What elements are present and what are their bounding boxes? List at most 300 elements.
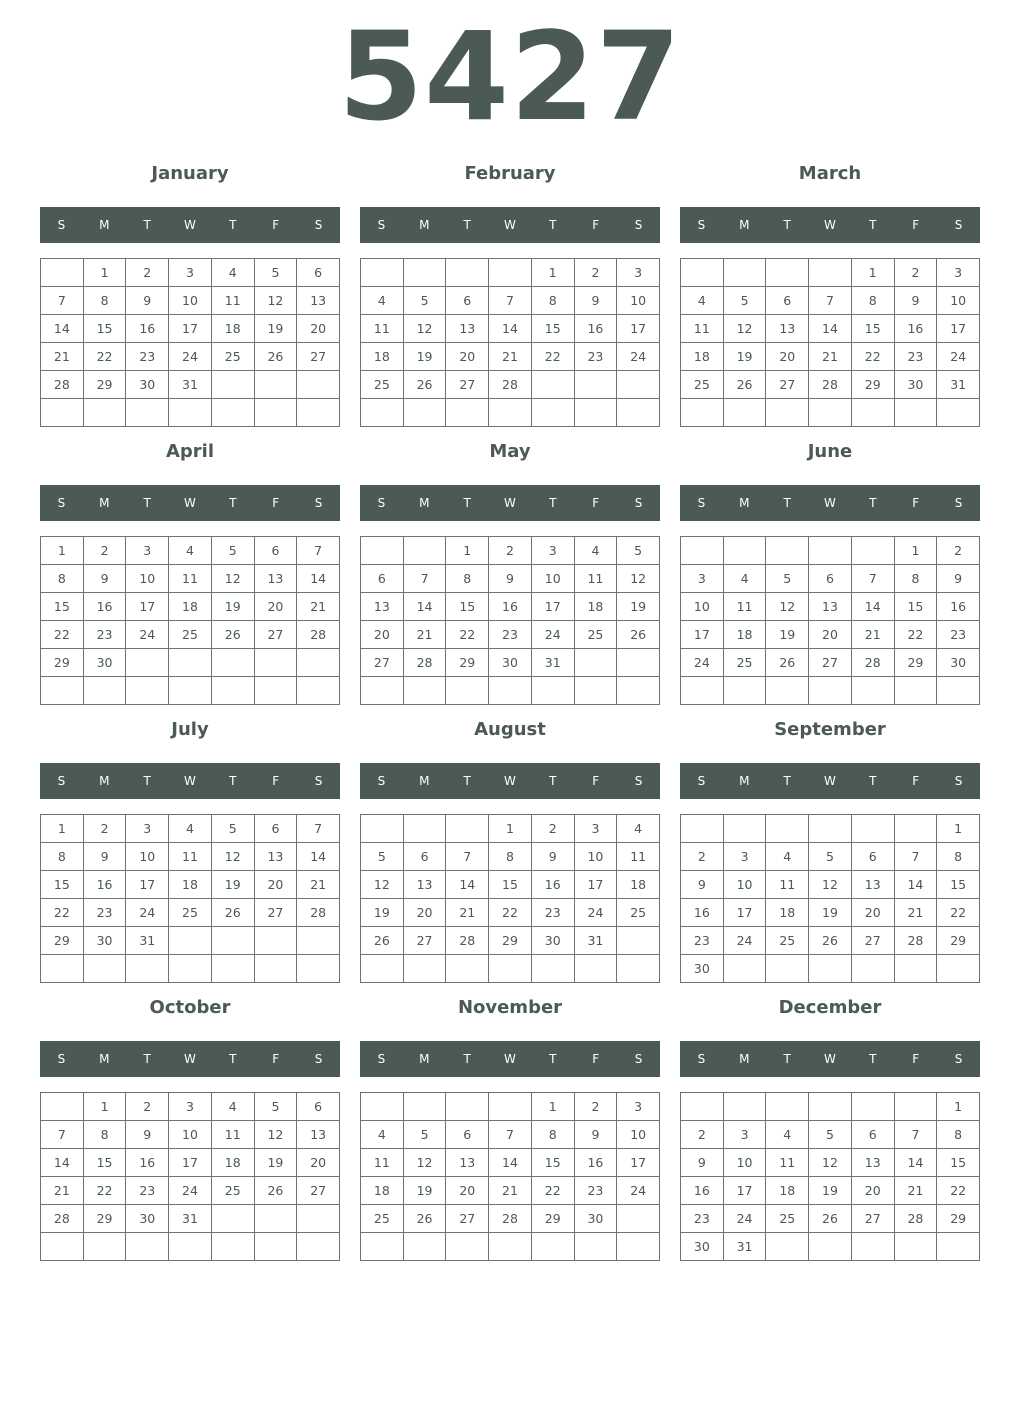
day-grid — [680, 536, 980, 705]
day-cell: 22 — [489, 899, 532, 927]
weekday-label: W — [184, 1052, 196, 1066]
day-cell: 29 — [84, 1205, 127, 1233]
day-cell: 20 — [404, 899, 447, 927]
day-cell: 1 — [41, 537, 84, 565]
weekday-header — [40, 207, 340, 243]
day-cell: 23 — [126, 1177, 169, 1205]
day-cell: 22 — [41, 899, 84, 927]
month-august — [360, 714, 660, 992]
day-cell — [852, 955, 895, 983]
weekday-label: F — [272, 218, 280, 232]
day-cell: 4 — [361, 287, 404, 315]
day-cell: 28 — [297, 899, 340, 927]
day-cell: 24 — [724, 927, 767, 955]
day-cell: 24 — [724, 1205, 767, 1233]
day-cell: 18 — [724, 621, 767, 649]
day-cell: 24 — [126, 899, 169, 927]
day-cell: 2 — [126, 259, 169, 287]
day-cell — [212, 649, 255, 677]
day-cell — [297, 371, 340, 399]
day-cell: 14 — [809, 315, 852, 343]
day-cell: 23 — [681, 927, 724, 955]
day-cell — [297, 927, 340, 955]
day-cell — [255, 1205, 298, 1233]
day-cell — [809, 1093, 852, 1121]
day-cell: 8 — [852, 287, 895, 315]
day-cell — [937, 1233, 980, 1261]
day-cell: 7 — [297, 815, 340, 843]
day-cell: 2 — [126, 1093, 169, 1121]
day-cell: 20 — [297, 1149, 340, 1177]
day-cell: 11 — [766, 871, 809, 899]
day-cell: 6 — [404, 843, 447, 871]
day-cell: 6 — [446, 287, 489, 315]
day-cell: 13 — [297, 1121, 340, 1149]
day-cell — [852, 399, 895, 427]
day-cell: 31 — [937, 371, 980, 399]
day-cell: 21 — [297, 593, 340, 621]
day-cell: 3 — [617, 259, 660, 287]
day-cell: 9 — [489, 565, 532, 593]
day-cell: 17 — [126, 871, 169, 899]
day-cell: 12 — [724, 315, 767, 343]
day-cell: 2 — [532, 815, 575, 843]
day-cell: 22 — [84, 1177, 127, 1205]
day-cell: 10 — [617, 1121, 660, 1149]
day-cell: 17 — [724, 899, 767, 927]
day-cell: 12 — [766, 593, 809, 621]
day-cell — [681, 815, 724, 843]
day-grid — [40, 814, 340, 983]
day-cell: 16 — [126, 1149, 169, 1177]
month-september — [680, 714, 980, 992]
day-cell: 20 — [446, 1177, 489, 1205]
day-grid — [680, 258, 980, 427]
day-cell — [724, 537, 767, 565]
day-cell — [575, 955, 618, 983]
day-cell: 30 — [681, 1233, 724, 1261]
day-cell — [41, 399, 84, 427]
day-cell: 4 — [212, 259, 255, 287]
day-cell: 10 — [937, 287, 980, 315]
day-cell: 4 — [617, 815, 660, 843]
day-cell: 14 — [41, 1149, 84, 1177]
day-cell: 11 — [617, 843, 660, 871]
day-cell: 1 — [852, 259, 895, 287]
day-cell: 7 — [489, 1121, 532, 1149]
day-cell: 28 — [404, 649, 447, 677]
day-cell — [809, 677, 852, 705]
day-cell: 13 — [361, 593, 404, 621]
day-cell: 5 — [255, 1093, 298, 1121]
day-cell: 11 — [212, 1121, 255, 1149]
day-cell: 14 — [489, 1149, 532, 1177]
day-cell: 2 — [937, 537, 980, 565]
day-cell — [809, 1233, 852, 1261]
day-cell: 12 — [255, 1121, 298, 1149]
day-cell — [41, 1233, 84, 1261]
day-cell: 31 — [575, 927, 618, 955]
day-cell: 2 — [84, 815, 127, 843]
weekday-label: S — [314, 218, 323, 232]
day-cell — [297, 677, 340, 705]
day-cell: 7 — [852, 565, 895, 593]
day-cell — [212, 399, 255, 427]
weekday-label: S — [634, 218, 643, 232]
day-cell: 12 — [255, 287, 298, 315]
day-cell — [532, 677, 575, 705]
day-cell: 6 — [255, 815, 298, 843]
day-cell: 31 — [169, 1205, 212, 1233]
day-cell: 14 — [297, 843, 340, 871]
day-cell: 6 — [809, 565, 852, 593]
day-cell — [404, 399, 447, 427]
day-cell: 22 — [446, 621, 489, 649]
day-cell: 11 — [766, 1149, 809, 1177]
day-cell: 24 — [532, 621, 575, 649]
day-cell: 9 — [126, 287, 169, 315]
day-cell: 8 — [41, 843, 84, 871]
day-cell — [681, 259, 724, 287]
day-cell — [446, 1093, 489, 1121]
day-cell: 27 — [297, 1177, 340, 1205]
day-cell: 12 — [212, 843, 255, 871]
day-cell: 11 — [724, 593, 767, 621]
day-cell — [446, 259, 489, 287]
day-cell: 30 — [532, 927, 575, 955]
day-cell: 1 — [489, 815, 532, 843]
weekday-label: M — [739, 774, 750, 788]
weekday-label: S — [954, 774, 963, 788]
weekday-label: M — [739, 496, 750, 510]
day-cell — [126, 677, 169, 705]
day-cell: 19 — [361, 899, 404, 927]
day-cell: 22 — [84, 343, 127, 371]
day-grid — [40, 1092, 340, 1261]
day-cell — [617, 649, 660, 677]
weekday-label: T — [549, 1052, 557, 1066]
weekday-label: S — [57, 496, 66, 510]
day-cell: 3 — [169, 1093, 212, 1121]
day-cell: 29 — [852, 371, 895, 399]
day-cell — [575, 371, 618, 399]
day-cell: 24 — [169, 1177, 212, 1205]
day-cell: 26 — [212, 621, 255, 649]
day-cell: 21 — [895, 1177, 938, 1205]
day-cell: 23 — [489, 621, 532, 649]
day-cell: 26 — [255, 343, 298, 371]
day-cell: 29 — [489, 927, 532, 955]
day-cell: 15 — [446, 593, 489, 621]
weekday-label: T — [463, 774, 471, 788]
day-cell — [809, 399, 852, 427]
weekday-header — [360, 207, 660, 243]
day-cell: 16 — [937, 593, 980, 621]
day-cell: 26 — [212, 899, 255, 927]
day-cell: 19 — [809, 899, 852, 927]
day-cell — [255, 1233, 298, 1261]
day-cell: 31 — [126, 927, 169, 955]
day-cell: 27 — [255, 899, 298, 927]
weekday-label: T — [143, 1052, 151, 1066]
day-cell: 19 — [404, 343, 447, 371]
day-cell: 6 — [446, 1121, 489, 1149]
day-cell: 23 — [532, 899, 575, 927]
day-cell: 14 — [489, 315, 532, 343]
day-cell — [212, 955, 255, 983]
day-cell: 25 — [169, 899, 212, 927]
weekday-label: T — [463, 496, 471, 510]
day-cell: 26 — [255, 1177, 298, 1205]
day-cell: 5 — [809, 843, 852, 871]
weekday-label: S — [57, 774, 66, 788]
day-cell: 24 — [937, 343, 980, 371]
day-cell: 30 — [84, 649, 127, 677]
day-cell — [126, 1233, 169, 1261]
day-cell: 25 — [766, 1205, 809, 1233]
day-cell — [297, 399, 340, 427]
day-cell — [532, 1233, 575, 1261]
day-cell — [212, 927, 255, 955]
day-cell: 17 — [126, 593, 169, 621]
weekday-label: T — [783, 496, 791, 510]
day-cell: 20 — [297, 315, 340, 343]
day-cell — [41, 677, 84, 705]
day-cell: 6 — [297, 1093, 340, 1121]
day-cell: 28 — [446, 927, 489, 955]
day-cell: 20 — [852, 899, 895, 927]
day-cell — [126, 649, 169, 677]
day-cell: 13 — [852, 1149, 895, 1177]
day-cell — [169, 1233, 212, 1261]
month-name: July — [171, 719, 209, 740]
day-cell: 25 — [212, 1177, 255, 1205]
day-cell: 9 — [126, 1121, 169, 1149]
day-cell — [681, 537, 724, 565]
day-cell: 30 — [126, 371, 169, 399]
day-cell: 27 — [297, 343, 340, 371]
day-cell: 16 — [84, 593, 127, 621]
weekday-label: F — [272, 774, 280, 788]
day-cell: 19 — [255, 315, 298, 343]
day-cell — [255, 371, 298, 399]
day-cell — [255, 399, 298, 427]
day-cell: 22 — [532, 343, 575, 371]
day-cell: 28 — [852, 649, 895, 677]
day-cell — [766, 1233, 809, 1261]
day-cell: 22 — [852, 343, 895, 371]
day-cell: 25 — [361, 371, 404, 399]
day-cell — [84, 399, 127, 427]
weekday-label: S — [377, 218, 386, 232]
day-cell: 22 — [937, 1177, 980, 1205]
day-cell: 1 — [532, 259, 575, 287]
day-cell: 4 — [766, 1121, 809, 1149]
day-cell: 12 — [404, 315, 447, 343]
day-cell: 27 — [446, 371, 489, 399]
day-cell — [84, 677, 127, 705]
day-cell: 20 — [255, 871, 298, 899]
day-cell: 8 — [41, 565, 84, 593]
weekday-label: W — [504, 218, 516, 232]
day-cell — [84, 955, 127, 983]
day-cell — [724, 815, 767, 843]
weekday-label: T — [869, 218, 877, 232]
weekday-label: S — [954, 1052, 963, 1066]
weekday-label: T — [869, 774, 877, 788]
day-cell: 6 — [361, 565, 404, 593]
day-cell: 25 — [361, 1205, 404, 1233]
day-cell: 25 — [681, 371, 724, 399]
day-cell — [809, 259, 852, 287]
day-cell: 29 — [895, 649, 938, 677]
day-cell — [937, 955, 980, 983]
month-june — [680, 436, 980, 714]
day-cell: 9 — [532, 843, 575, 871]
day-cell: 10 — [575, 843, 618, 871]
day-cell — [937, 677, 980, 705]
day-cell: 1 — [937, 1093, 980, 1121]
day-cell: 20 — [766, 343, 809, 371]
day-cell: 18 — [766, 899, 809, 927]
day-cell: 25 — [212, 343, 255, 371]
day-cell: 11 — [169, 565, 212, 593]
day-cell — [895, 677, 938, 705]
day-cell: 19 — [724, 343, 767, 371]
day-cell: 27 — [361, 649, 404, 677]
day-cell: 6 — [255, 537, 298, 565]
weekday-label: F — [592, 496, 600, 510]
day-cell: 21 — [489, 1177, 532, 1205]
day-cell — [489, 955, 532, 983]
day-cell — [766, 537, 809, 565]
day-cell: 8 — [895, 565, 938, 593]
day-cell: 28 — [41, 371, 84, 399]
day-cell: 17 — [681, 621, 724, 649]
day-cell — [937, 399, 980, 427]
day-cell: 23 — [84, 899, 127, 927]
day-cell — [895, 955, 938, 983]
weekday-header — [680, 485, 980, 521]
weekday-header — [360, 485, 660, 521]
day-cell: 27 — [446, 1205, 489, 1233]
day-cell: 17 — [169, 315, 212, 343]
day-cell: 27 — [255, 621, 298, 649]
day-cell: 17 — [724, 1177, 767, 1205]
day-cell: 3 — [617, 1093, 660, 1121]
day-cell: 11 — [212, 287, 255, 315]
weekday-label: M — [739, 1052, 750, 1066]
day-cell: 25 — [169, 621, 212, 649]
day-cell: 1 — [895, 537, 938, 565]
day-cell: 14 — [404, 593, 447, 621]
day-cell: 2 — [681, 1121, 724, 1149]
day-cell: 29 — [937, 927, 980, 955]
day-cell: 27 — [852, 1205, 895, 1233]
weekday-label: T — [549, 774, 557, 788]
day-cell: 8 — [532, 1121, 575, 1149]
day-cell: 26 — [404, 371, 447, 399]
day-cell: 14 — [446, 871, 489, 899]
day-cell: 31 — [169, 371, 212, 399]
day-cell: 6 — [297, 259, 340, 287]
day-cell: 11 — [575, 565, 618, 593]
weekday-label: T — [783, 774, 791, 788]
day-cell — [212, 371, 255, 399]
weekday-label: F — [912, 496, 920, 510]
day-cell: 15 — [41, 871, 84, 899]
day-cell — [895, 399, 938, 427]
weekday-label: S — [954, 496, 963, 510]
day-cell: 18 — [212, 1149, 255, 1177]
weekday-label: S — [697, 496, 706, 510]
day-cell: 9 — [681, 1149, 724, 1177]
weekday-label: F — [912, 218, 920, 232]
day-cell: 4 — [361, 1121, 404, 1149]
day-cell — [361, 537, 404, 565]
day-cell: 30 — [681, 955, 724, 983]
day-cell: 4 — [212, 1093, 255, 1121]
day-cell: 28 — [489, 1205, 532, 1233]
day-cell: 21 — [41, 343, 84, 371]
weekday-header — [40, 763, 340, 799]
day-grid — [40, 258, 340, 427]
day-cell — [724, 399, 767, 427]
day-cell: 4 — [681, 287, 724, 315]
day-cell: 8 — [937, 1121, 980, 1149]
day-cell: 7 — [446, 843, 489, 871]
day-cell: 22 — [937, 899, 980, 927]
month-name: October — [149, 997, 231, 1018]
month-name: January — [151, 163, 229, 184]
day-cell: 9 — [681, 871, 724, 899]
day-cell: 25 — [724, 649, 767, 677]
day-cell — [617, 955, 660, 983]
day-cell: 15 — [532, 315, 575, 343]
day-cell — [169, 649, 212, 677]
day-cell: 11 — [361, 1149, 404, 1177]
day-cell — [532, 371, 575, 399]
day-cell: 21 — [404, 621, 447, 649]
day-cell — [84, 1233, 127, 1261]
day-cell — [766, 399, 809, 427]
weekday-label: M — [419, 774, 430, 788]
day-cell: 12 — [361, 871, 404, 899]
weekday-label: W — [504, 1052, 516, 1066]
day-cell — [404, 1233, 447, 1261]
day-cell: 23 — [84, 621, 127, 649]
day-cell: 23 — [575, 1177, 618, 1205]
day-cell: 7 — [297, 537, 340, 565]
day-cell: 5 — [255, 259, 298, 287]
day-cell: 26 — [617, 621, 660, 649]
day-cell — [681, 677, 724, 705]
day-cell: 22 — [41, 621, 84, 649]
day-cell — [169, 955, 212, 983]
day-cell: 9 — [575, 287, 618, 315]
day-cell: 5 — [404, 1121, 447, 1149]
day-cell: 19 — [212, 593, 255, 621]
day-cell: 5 — [404, 287, 447, 315]
day-cell — [404, 259, 447, 287]
day-cell: 20 — [255, 593, 298, 621]
day-cell: 13 — [297, 287, 340, 315]
day-cell: 23 — [575, 343, 618, 371]
weekday-label: S — [57, 218, 66, 232]
weekday-label: M — [99, 218, 110, 232]
day-cell: 20 — [852, 1177, 895, 1205]
day-cell: 23 — [937, 621, 980, 649]
